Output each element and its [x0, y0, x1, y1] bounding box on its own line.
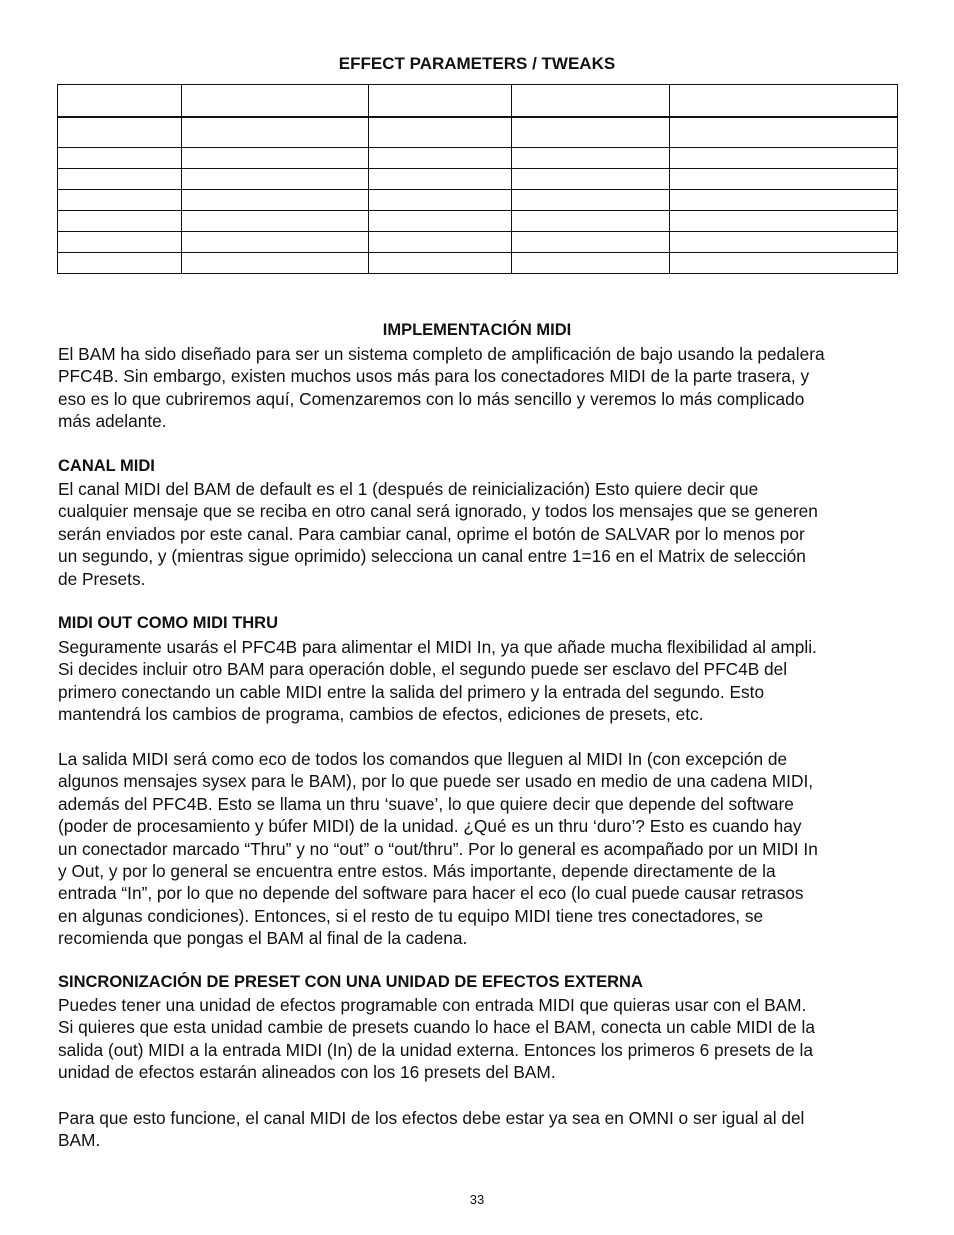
- table-cell: [369, 117, 512, 148]
- table-cell: [670, 169, 898, 190]
- table-cell: [512, 169, 670, 190]
- table-row: [58, 117, 898, 148]
- text-line: Si quieres que esta unidad cambie de presets cuando lo hace el BAM, conecta un cable MIDI de la: [58, 1017, 815, 1038]
- text-line: (poder de procesamiento y búfer MIDI) de la unidad. ¿Qué es un thru ‘duro’? Esto es cuando hay: [58, 816, 802, 837]
- table-cell: [58, 85, 182, 118]
- table-cell: [182, 211, 369, 232]
- text-line: PFC4B. Sin embargo, existen muchos usos más para los conectadores MIDI de la parte trasera, y: [58, 366, 810, 387]
- table-cell: [670, 85, 898, 118]
- table-row: [58, 253, 898, 274]
- table-cell: [58, 190, 182, 211]
- table-cell: [512, 85, 670, 118]
- table-row: [58, 148, 898, 169]
- table-cell: [182, 169, 369, 190]
- table-cell: [670, 253, 898, 274]
- paragraph-preset-sync-1: [58, 994, 908, 1084]
- text-line: mantendrá los cambios de programa, cambios de efectos, ediciones de presets, etc.: [58, 704, 704, 725]
- table-cell: [512, 253, 670, 274]
- text-line: salida (out) MIDI a la entrada MIDI (In) de la unidad externa. Entonces los primeros 6 presets de la: [58, 1039, 813, 1060]
- text-line: en algunas condiciones). Entonces, si el resto de tu equipo MIDI tiene tres conectadores, se: [58, 905, 764, 926]
- effect-parameters-table: [57, 84, 898, 274]
- table-cell: [58, 211, 182, 232]
- text-line: primero conectando un cable MIDI entre la salida del primero y la entrada del segundo. Esto: [58, 681, 765, 702]
- table-cell: [182, 253, 369, 274]
- text-line: más adelante.: [58, 411, 167, 432]
- table-cell: [182, 148, 369, 169]
- table-cell: [670, 117, 898, 148]
- text-line: de Presets.: [58, 568, 146, 589]
- table-row: [58, 190, 898, 211]
- table-cell: [182, 117, 369, 148]
- paragraph-midi-out-thru-1: [58, 636, 908, 726]
- table-cell: [58, 148, 182, 169]
- table-row: [58, 169, 898, 190]
- table-cell: [58, 169, 182, 190]
- table-cell: [369, 190, 512, 211]
- table-row: [58, 232, 898, 253]
- text-line: Para que esto funcione, el canal MIDI de los efectos debe estar ya sea en OMNI o ser igual al del: [58, 1108, 805, 1128]
- table-cell: [369, 211, 512, 232]
- table-cell: [369, 253, 512, 274]
- section-heading-preset-sync: SINCRONIZACIÓN DE PRESET CON UNA UNIDAD DE EFECTOS EXTERNA: [58, 973, 643, 991]
- section-heading-midi-implementation: IMPLEMENTACIÓN MIDI: [382, 321, 572, 339]
- section-heading-midi-channel: CANAL MIDI: [58, 457, 155, 475]
- table-cell: [670, 211, 898, 232]
- table-cell: [182, 190, 369, 211]
- table-cell: [58, 232, 182, 253]
- text-line: un segundo, y (mientras sigue oprimido) selecciona un canal entre 1=16 en el Matrix de selección: [58, 546, 806, 567]
- table-cell: [670, 232, 898, 253]
- table-cell: [369, 85, 512, 118]
- paragraph-midi-out-thru-2: [58, 748, 908, 950]
- text-line: unidad de efectos estarán alineados con los 16 presets del BAM.: [58, 1062, 556, 1083]
- paragraph-midi-channel: [58, 478, 908, 590]
- text-line: Si decides incluir otro BAM para operación doble, el segundo puede ser esclavo del PFC4B del: [58, 659, 788, 680]
- table-cell: [58, 117, 182, 148]
- text-line: eso es lo que cubriremos aquí, Comenzaremos con lo más sencillo y veremos lo más complicado: [58, 388, 805, 409]
- text-line: un conectador marcado “Thru” y no “out” o “out/thru”. Por lo general es acompañado por un MIDI In: [58, 838, 818, 859]
- table-row: [58, 211, 898, 232]
- paragraph-midi-implementation: [58, 343, 908, 433]
- table-cell: [369, 148, 512, 169]
- table-cell: [369, 169, 512, 190]
- paragraph-preset-sync-2: [58, 1107, 908, 1152]
- text-line: serán enviados por este canal. Para cambiar canal, oprime el botón de SALVAR por lo menos por: [58, 523, 805, 544]
- page-title: EFFECT PARAMETERS / TWEAKS: [338, 54, 616, 73]
- table-cell: [512, 117, 670, 148]
- text-line: El canal MIDI del BAM de default es el 1 (después de reinicialización) Esto quiere decir que: [58, 479, 759, 499]
- text-line: La salida MIDI será como eco de todos los comandos que lleguen al MIDI In (con excepción de: [58, 749, 788, 769]
- table-cell: [670, 148, 898, 169]
- text-line: entrada “In”, por lo que no depende del software para hacer el eco (lo cual puede causar retrasos: [58, 883, 804, 904]
- table-cell: [182, 232, 369, 253]
- page-number: 33: [469, 1192, 485, 1207]
- text-line: y Out, y por lo general se encuentra entre estos. Más importante, depende directamente de la: [58, 861, 776, 882]
- text-line: Seguramente usarás el PFC4B para alimentar el MIDI In, ya que añade mucha flexibilidad al ampli.: [58, 637, 817, 657]
- text-line: cualquier mensaje que se reciba en otro canal será ignorado, y todos los mensajes que se generen: [58, 501, 818, 522]
- table-cell: [512, 190, 670, 211]
- table-cell: [512, 232, 670, 253]
- table-cell: [58, 253, 182, 274]
- table-cell: [369, 232, 512, 253]
- text-line: además del PFC4B. Esto se llama un thru ‘suave’, lo que quiere decir que depende del software: [58, 793, 794, 814]
- table-cell: [512, 211, 670, 232]
- text-line: El BAM ha sido diseñado para ser un sistema completo de amplificación de bajo usando la pedalera: [58, 344, 825, 364]
- table-header-row: [58, 85, 898, 118]
- table-cell: [182, 85, 369, 118]
- table-cell: [670, 190, 898, 211]
- table-cell: [512, 148, 670, 169]
- text-line: BAM.: [58, 1130, 101, 1151]
- text-line: recomienda que pongas el BAM al final de la cadena.: [58, 928, 468, 949]
- text-line: Puedes tener una unidad de efectos programable con entrada MIDI que quieras usar con el BAM.: [58, 995, 807, 1015]
- text-line: algunos mensajes sysex para le BAM), por lo que puede ser usado en medio de una cadena MIDI,: [58, 771, 814, 792]
- section-heading-midi-out-thru: MIDI OUT COMO MIDI THRU: [58, 614, 278, 632]
